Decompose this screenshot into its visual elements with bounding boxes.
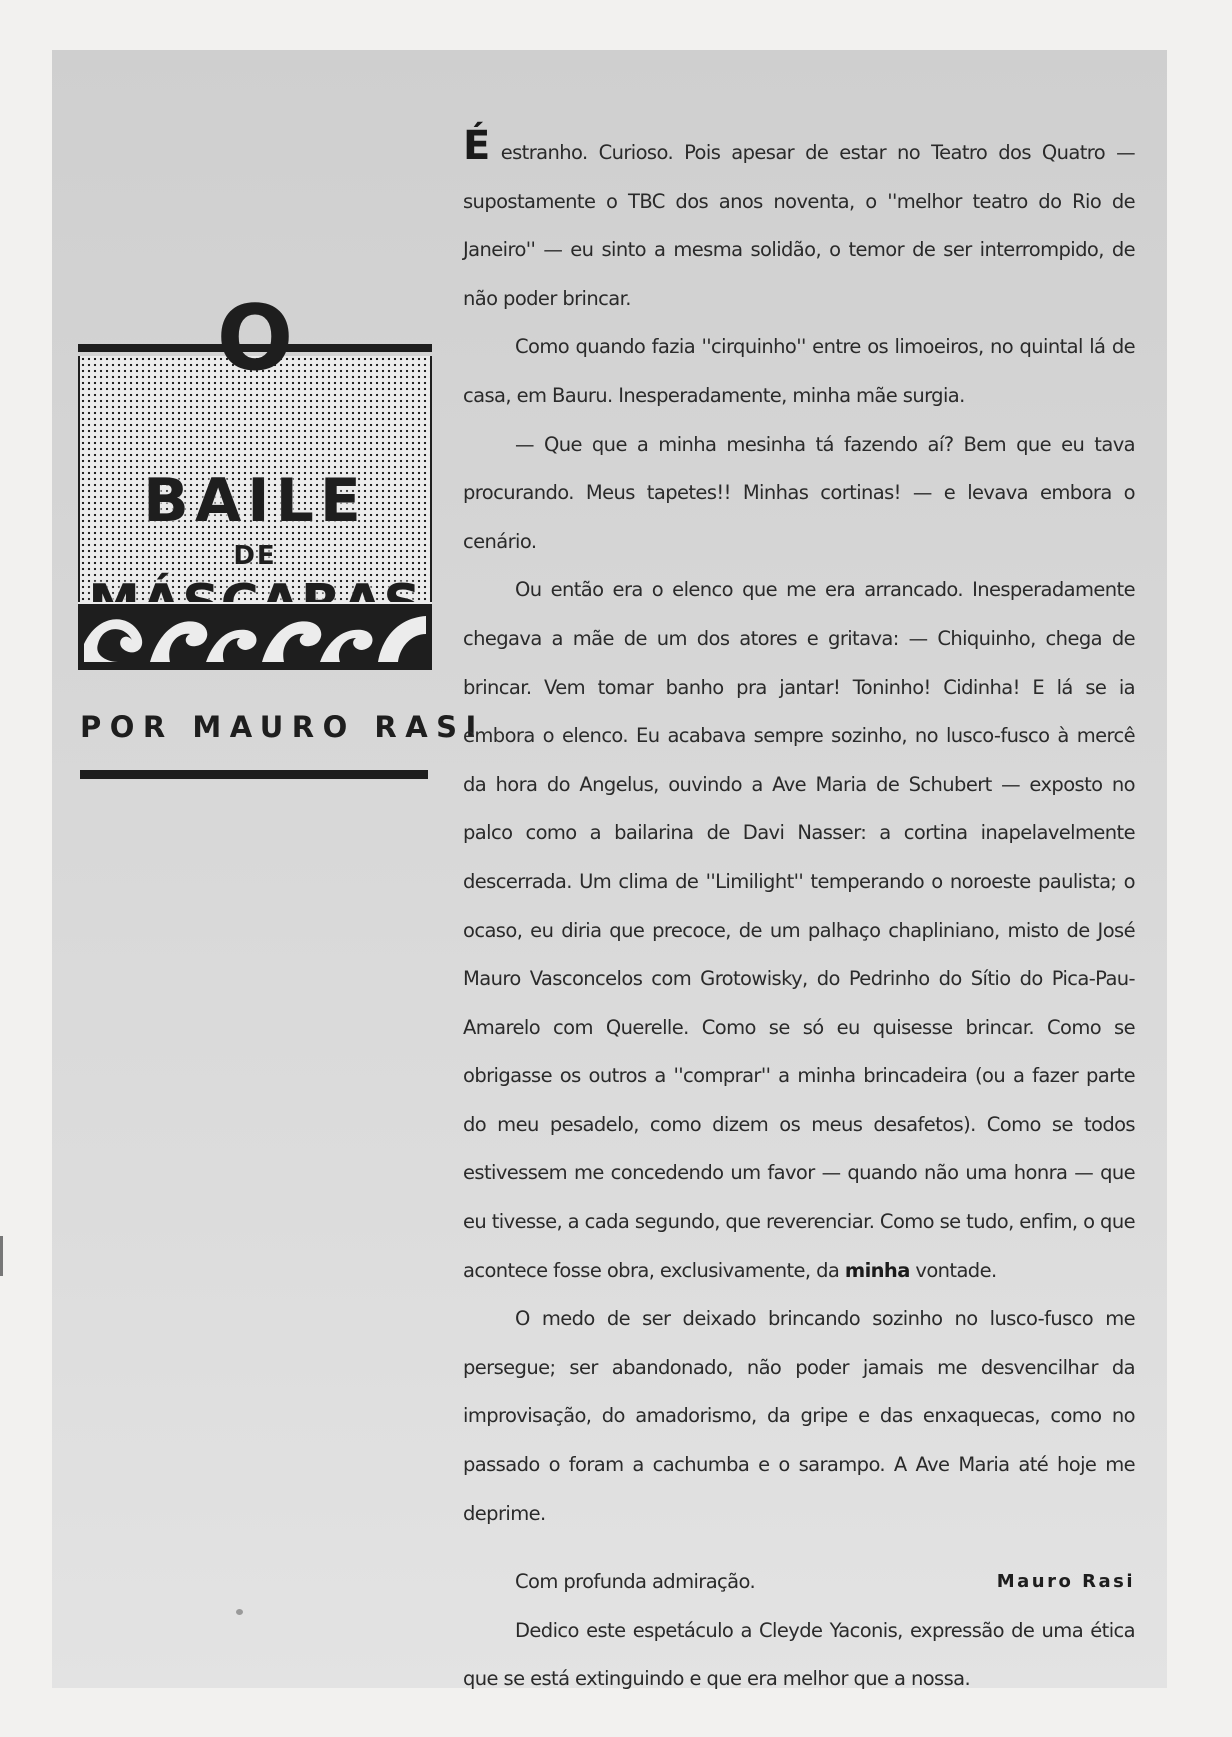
paragraph-2: Como quando fazia ''cirquinho'' entre os limoeiros, no quintal lá de casa, em Bauru. Inesperadamente, minha mãe surgia. <box>463 335 1135 407</box>
title-logo <box>78 286 432 670</box>
logo-word-baile: BAILE <box>143 466 367 536</box>
byline: POR MAURO RASI <box>80 710 485 744</box>
logo-dotted-panel <box>78 356 432 602</box>
paragraph-4-text: Ou então era o elenco que me era arrancado. Inesperadamente chegava a mãe de um dos atores e gritava: — Chiquinho, chega de brincar. Vem tomar banho pra jantar! Toninho! Cidinha! E lá se ia embora o elenco. Eu acabava sempre sozinho, no lusco-fusco à mercê da hora do Angelus, ouvindo a Ave Maria de Schubert — exposto no palco como a bailarina de Davi Nasser: a cortina inapelavelmente descerrada. Um clima de ''Limilight'' temperando o noroeste paulista; o ocaso, eu diria que precoce, de um palhaço chapliniano, misto de José Mauro Vasconcelos com Grotowisky, do Pedrinho do Sítio do Pica-Pau-Amarelo com Querelle. Como se só eu quisesse brincar. Como se obrigasse os outros a ''comprar'' a minha brincadeira (ou a fazer parte do meu pesadelo, como dizem os meus desafetos). Como se todos estivessem me concedendo um favor — quando não uma honra — que eu tivesse, a cada segundo, que reverenciar. Como se tudo, enfim, o que acontece fosse obra, exclusivamente, da <box>463 578 1135 1282</box>
paragraph-4 <box>463 566 1135 1295</box>
logo-word-de: DE <box>233 541 277 571</box>
logo-word-o: O <box>216 286 294 391</box>
emphasis-word: minha <box>844 1258 910 1282</box>
binding-mark <box>0 1236 3 1276</box>
paragraph-4-end: vontade. <box>909 1258 997 1282</box>
scroll-ornament-icon <box>78 604 432 664</box>
article-body <box>463 123 1135 1704</box>
signature: Mauro Rasi <box>996 1571 1135 1592</box>
paragraph-6: Com profunda admiração. <box>515 1570 756 1594</box>
paper-smudge <box>236 1609 243 1615</box>
logo-bottom-rule <box>78 662 432 670</box>
paragraph-7: Dedico este espetáculo a Cleyde Yaconis, expressão de uma ética que se está extinguindo e que era melhor que a nossa. <box>463 1618 1135 1691</box>
paragraph-1 <box>463 123 1135 323</box>
byline-rule <box>80 770 428 779</box>
paragraph-1-text: estranho. Curioso. Pois apesar de estar no Teatro dos Quatro — supostamente o TBC dos anos noventa, o ''melhor teatro do Rio de Janeiro'' — eu sinto a mesma solidão, o temor de ser interrompido, de não poder brincar. <box>463 141 1135 310</box>
drop-cap: É <box>463 123 490 169</box>
paragraph-3: — Que que a minha mesinha tá fazendo aí? Bem que eu tava procurando. Meus tapetes!! Minhas cortinas! — e levava embora o cenário. <box>463 432 1135 553</box>
paragraph-5: O medo de ser deixado brincando sozinho no lusco-fusco me persegue; ser abandonado, não poder jamais me desvencilhar da improvisação, do amadorismo, da gripe e das enxaquecas, como no passado o foram a cachumba e o sarampo. A Ave Maria até hoje me deprime. <box>463 1307 1135 1525</box>
scroll-ornament <box>78 602 432 664</box>
